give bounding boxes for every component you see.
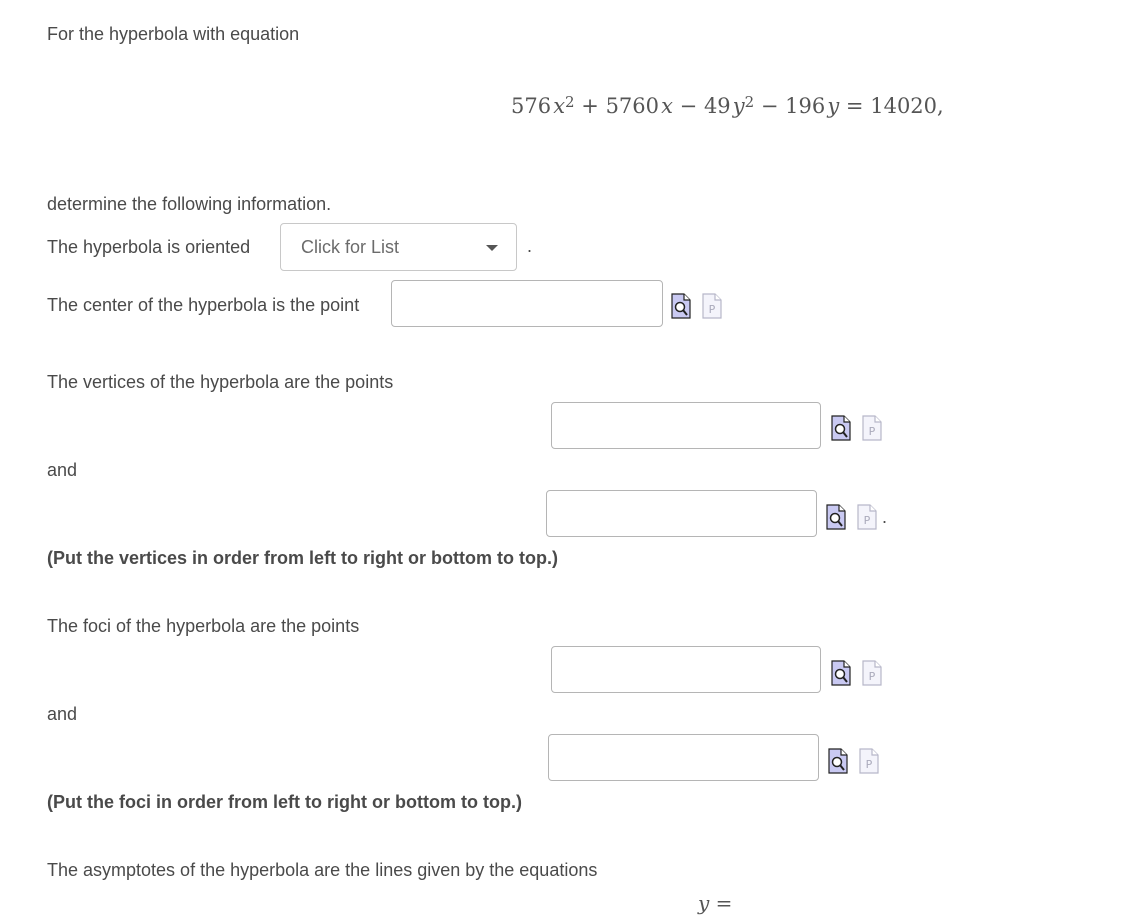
asymptotes-label: The asymptotes of the hyperbola are the lines given by the equations — [47, 860, 598, 880]
svg-text:P: P — [863, 514, 871, 527]
orientation-dropdown[interactable] — [280, 223, 517, 271]
focus-2-input[interactable] — [548, 734, 819, 781]
svg-text:P: P — [868, 670, 876, 683]
vertices-period: . — [882, 507, 888, 527]
svg-text:P: P — [865, 758, 873, 771]
determine-text: determine the following information. — [47, 194, 332, 214]
svg-text:P: P — [868, 425, 876, 438]
chevron-down-icon — [486, 245, 498, 251]
asymptote-y-equals: y = — [698, 891, 733, 915]
orientation-label: The hyperbola is oriented — [47, 237, 251, 257]
center-label: The center of the hyperbola is the point — [47, 295, 360, 315]
hyperbola-equation: 576 $x^2 + 5760$ x − 49 $y^2 - 196$ y = 14020, — [511, 93, 944, 118]
vertices-note: (Put the vertices in order from left to right or bottom to top.) — [47, 548, 558, 568]
math-palette-icon[interactable] — [857, 504, 877, 530]
preview-magnifier-icon[interactable] — [831, 415, 851, 441]
foci-label: The foci of the hyperbola are the points — [47, 616, 360, 636]
preview-magnifier-icon[interactable] — [671, 293, 691, 319]
vertices-and-text: and — [47, 460, 78, 480]
vertex-2-input[interactable] — [546, 490, 817, 537]
math-palette-icon[interactable] — [862, 660, 882, 686]
preview-magnifier-icon[interactable] — [828, 748, 848, 774]
math-palette-icon[interactable] — [859, 748, 879, 774]
math-palette-icon[interactable] — [702, 293, 722, 319]
preview-magnifier-icon[interactable] — [826, 504, 846, 530]
preview-magnifier-icon[interactable] — [831, 660, 851, 686]
focus-1-input[interactable] — [551, 646, 821, 693]
vertices-label: The vertices of the hyperbola are the points — [47, 372, 394, 392]
orientation-dropdown-label: Click for List — [301, 237, 400, 257]
foci-note: (Put the foci in order from left to right or bottom to top.) — [47, 792, 522, 812]
svg-text:P: P — [708, 303, 716, 316]
vertex-1-input[interactable] — [551, 402, 821, 449]
orientation-period: . — [527, 236, 533, 256]
math-palette-icon[interactable] — [862, 415, 882, 441]
intro-text: For the hyperbola with equation — [47, 24, 300, 44]
foci-and-text: and — [47, 704, 78, 724]
center-input[interactable] — [391, 280, 663, 327]
